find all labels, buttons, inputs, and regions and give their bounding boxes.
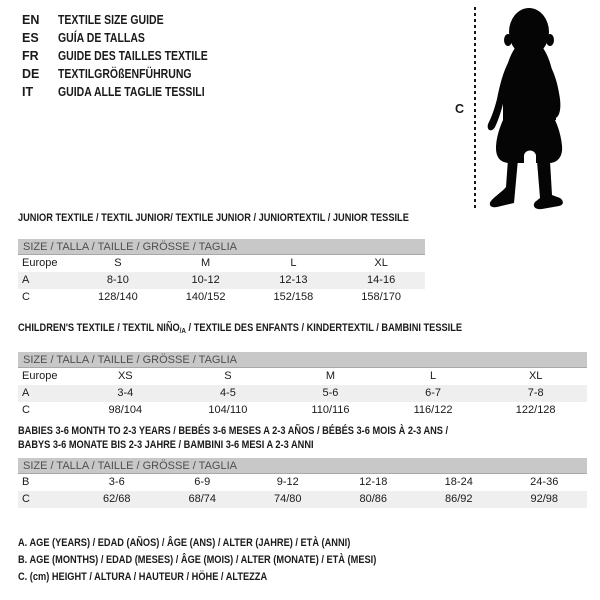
table-cell: 152/158 <box>273 291 314 303</box>
table-row <box>18 385 587 402</box>
row-label: B <box>22 476 30 488</box>
language-code: ES <box>22 31 39 45</box>
section-title: JUNIOR TEXTILE / TEXTIL JUNIOR/ TEXTILE JUNIOR / JUNIORTEXTIL / JUNIOR TESSILE <box>18 212 409 224</box>
language-code: FR <box>22 49 39 63</box>
table-cell: M <box>325 370 336 382</box>
table-cell: 14-16 <box>367 274 396 286</box>
table-cell: 122/128 <box>515 404 556 416</box>
language-code: EN <box>22 13 40 27</box>
table-cell: 24-36 <box>530 476 559 488</box>
table-cell: 4-5 <box>219 387 236 399</box>
section-title: CHILDREN'S TEXTILE / TEXTIL NIÑO/A / TEXTILE DES ENFANTS / KINDERTEXTIL / BAMBINI TESSILE <box>18 322 463 335</box>
table-cell: 158/170 <box>361 291 401 303</box>
footnote-c: C. (cm) HEIGHT / ALTURA / HAUTEUR / HÖHE / ALTEZZA <box>18 571 268 583</box>
babies-size-table <box>18 474 587 508</box>
junior-size-table <box>18 255 425 306</box>
table-cell: 140/152 <box>185 291 226 303</box>
footnotes <box>18 535 445 586</box>
row-label: C <box>22 493 30 505</box>
table-cell: XS <box>117 370 133 382</box>
footnote-a: A. AGE (YEARS) / EDAD (AÑOS) / ÂGE (ANS) / ALTER (JAHRE) / ETÀ (ANNI) <box>18 537 351 549</box>
table-cell: 74/80 <box>273 493 302 505</box>
row-label: C <box>22 404 30 416</box>
table-cell: L <box>290 257 297 269</box>
table-cell: S <box>224 370 232 382</box>
table-row <box>18 255 425 272</box>
row-label: C <box>22 291 30 303</box>
section-title: BABIES 3-6 MONTH TO 2-3 YEARS / BEBÉS 3-6 MESES A 2-3 AÑOS / BÉBÉS 3-6 MOIS À 2-3 ANS / BABYS 3-6 MONATE BIS 2-3 JAHRE / BAMBINI 3-6 MESI A 2-3 ANNI <box>18 425 449 451</box>
height-figure <box>452 4 598 212</box>
table-cell: 5-6 <box>322 387 339 399</box>
language-title: TEXTILE SIZE GUIDE <box>58 13 164 27</box>
table-cell: 3-4 <box>117 387 134 399</box>
table-cell: 8-10 <box>106 274 129 286</box>
toddler-silhouette-icon <box>485 4 595 211</box>
language-row-en <box>22 11 236 29</box>
language-row-fr <box>22 47 236 65</box>
table-cell: M <box>201 257 211 269</box>
table-cell: XL <box>528 370 543 382</box>
table-cell: 116/122 <box>413 404 453 416</box>
table-cell: 9-12 <box>276 476 299 488</box>
table-cell: 128/140 <box>97 291 138 303</box>
language-row-it <box>22 83 236 101</box>
table-row <box>18 491 587 508</box>
language-title: GUÍA DE TALLAS <box>58 31 145 45</box>
babies-textile-section <box>18 424 587 508</box>
table-cell: 98/104 <box>108 404 143 416</box>
language-title: GUIDE DES TAILLES TEXTILE <box>58 49 208 63</box>
row-label: Europe <box>22 370 58 382</box>
language-code: IT <box>22 85 34 99</box>
row-label: A <box>22 387 30 399</box>
table-cell: 18-24 <box>444 476 473 488</box>
table-row <box>18 402 587 419</box>
children-textile-section <box>18 322 587 419</box>
table-cell: 3-6 <box>108 476 125 488</box>
language-code: DE <box>22 67 40 81</box>
table-cell: 6-7 <box>425 387 442 399</box>
table-row <box>18 474 587 491</box>
language-title: GUIDA ALLE TAGLIE TESSILI <box>58 85 205 99</box>
table-cell: 110/116 <box>311 404 350 416</box>
row-label: Europe <box>22 257 58 269</box>
table-cell: 68/74 <box>188 493 217 505</box>
junior-textile-section <box>18 212 425 306</box>
table-cell: 104/110 <box>208 404 248 416</box>
table-cell: 62/68 <box>102 493 131 505</box>
table-cell: 10-12 <box>191 274 220 286</box>
table-cell: 7-8 <box>527 387 544 399</box>
footnote-b: B. AGE (MONTHS) / EDAD (MESES) / ÂGE (MOIS) / ALTER (MONATE) / ETÀ (MESI) <box>18 554 377 566</box>
table-cell: 6-9 <box>194 476 211 488</box>
language-row-de <box>22 65 236 83</box>
table-cell: S <box>114 257 122 269</box>
table-cell: XL <box>374 257 388 269</box>
table-cell: 80/86 <box>359 493 388 505</box>
height-dashed-line <box>474 7 476 208</box>
language-title: TEXTILGRÖßENFÜHRUNG <box>58 67 192 81</box>
size-header-bar: SIZE / TALLA / TAILLE / GRÖSSE / TAGLIA <box>18 352 587 368</box>
table-cell: 12-18 <box>359 476 388 488</box>
size-header-bar: SIZE / TALLA / TAILLE / GRÖSSE / TAGLIA <box>18 239 425 255</box>
table-cell: 12-13 <box>279 274 308 286</box>
table-row <box>18 289 425 306</box>
table-row <box>18 368 587 385</box>
table-cell: 92/98 <box>530 493 559 505</box>
language-row-es <box>22 29 236 47</box>
language-list <box>22 11 236 101</box>
table-cell: 86/92 <box>444 493 473 505</box>
children-size-table <box>18 368 587 419</box>
table-row <box>18 272 425 289</box>
table-cell: L <box>430 370 437 382</box>
size-header-bar: SIZE / TALLA / TAILLE / GRÖSSE / TAGLIA <box>18 458 587 474</box>
height-measure-label: C <box>455 102 465 116</box>
row-label: A <box>22 274 30 286</box>
